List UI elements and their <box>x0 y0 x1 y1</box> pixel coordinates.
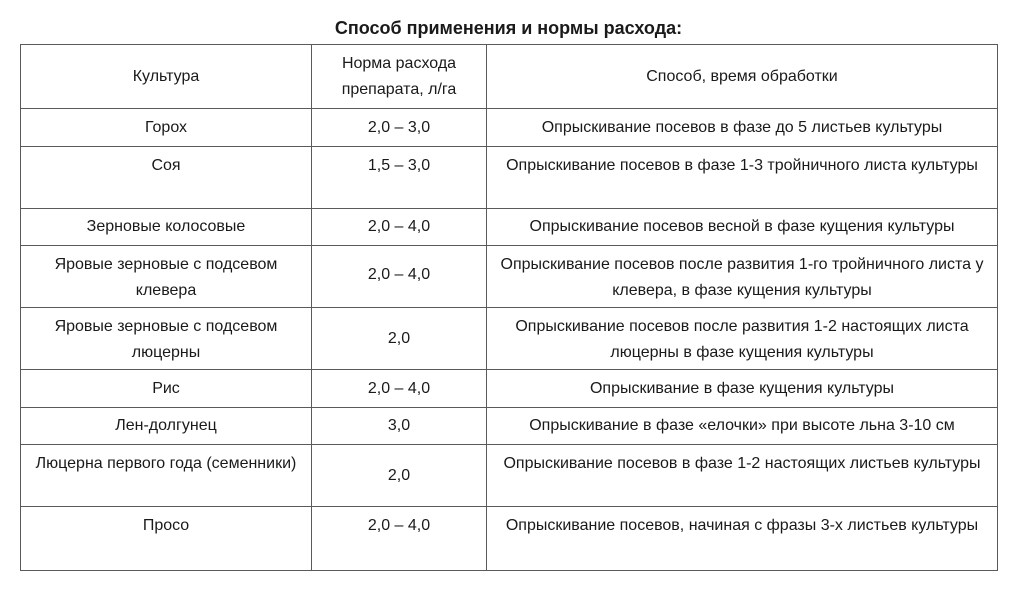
application-rates-table <box>20 44 998 571</box>
table-row <box>21 246 998 308</box>
table-row <box>21 147 998 209</box>
cell-rate: 2,0 – 4,0 <box>312 246 487 308</box>
table-row <box>21 109 998 147</box>
cell-rate: 2,0 <box>312 308 487 370</box>
cell-culture: Соя <box>21 147 312 209</box>
cell-culture: Яровые зерновые с подсевом клевера <box>21 246 312 308</box>
header-method: Способ, время обработки <box>487 45 998 109</box>
page-title: Способ применения и нормы расхода: <box>334 18 683 38</box>
cell-method: Опрыскивание посевов, начиная с фразы 3-х листьев культуры <box>487 507 998 571</box>
cell-method: Опрыскивание посевов в фазе до 5 листьев культуры <box>487 109 998 147</box>
cell-rate: 2,0 – 4,0 <box>312 209 487 246</box>
cell-culture: Горох <box>21 109 312 147</box>
header-culture: Культура <box>21 45 312 109</box>
header-rate: Норма расхода препарата, л/га <box>312 45 487 109</box>
cell-method: Опрыскивание посевов в фазе 1-3 тройничного листа культуры <box>487 147 998 209</box>
cell-rate: 2,0 – 4,0 <box>312 370 487 408</box>
table-row <box>21 308 998 370</box>
cell-rate: 3,0 <box>312 408 487 445</box>
cell-culture: Просо <box>21 507 312 571</box>
table-row <box>21 408 998 445</box>
cell-culture: Лен-долгунец <box>21 408 312 445</box>
cell-method: Опрыскивание посевов после развития 1-го тройничного листа у клевера, в фазе кущения культуры <box>487 246 998 308</box>
table-row <box>21 370 998 408</box>
cell-rate: 1,5 – 3,0 <box>312 147 487 209</box>
cell-rate: 2,0 <box>312 445 487 507</box>
cell-method: Опрыскивание посевов весной в фазе кущения культуры <box>487 209 998 246</box>
cell-culture: Яровые зерновые с подсевом люцерны <box>21 308 312 370</box>
table-row <box>21 507 998 571</box>
table-row <box>21 209 998 246</box>
cell-rate: 2,0 – 3,0 <box>312 109 487 147</box>
cell-method: Опрыскивание в фазе кущения культуры <box>487 370 998 408</box>
cell-method: Опрыскивание посевов в фазе 1-2 настоящих листьев культуры <box>487 445 998 507</box>
table-row <box>21 445 998 507</box>
table-header-row <box>21 45 998 109</box>
cell-culture: Зерновые колосовые <box>21 209 312 246</box>
cell-method: Опрыскивание посевов после развития 1-2 настоящих листа люцерны в фазе кущения культуры <box>487 308 998 370</box>
cell-method: Опрыскивание в фазе «елочки» при высоте льна 3-10 см <box>487 408 998 445</box>
cell-culture: Люцерна первого года (семенники) <box>21 445 312 507</box>
cell-rate: 2,0 – 4,0 <box>312 507 487 571</box>
cell-culture: Рис <box>21 370 312 408</box>
